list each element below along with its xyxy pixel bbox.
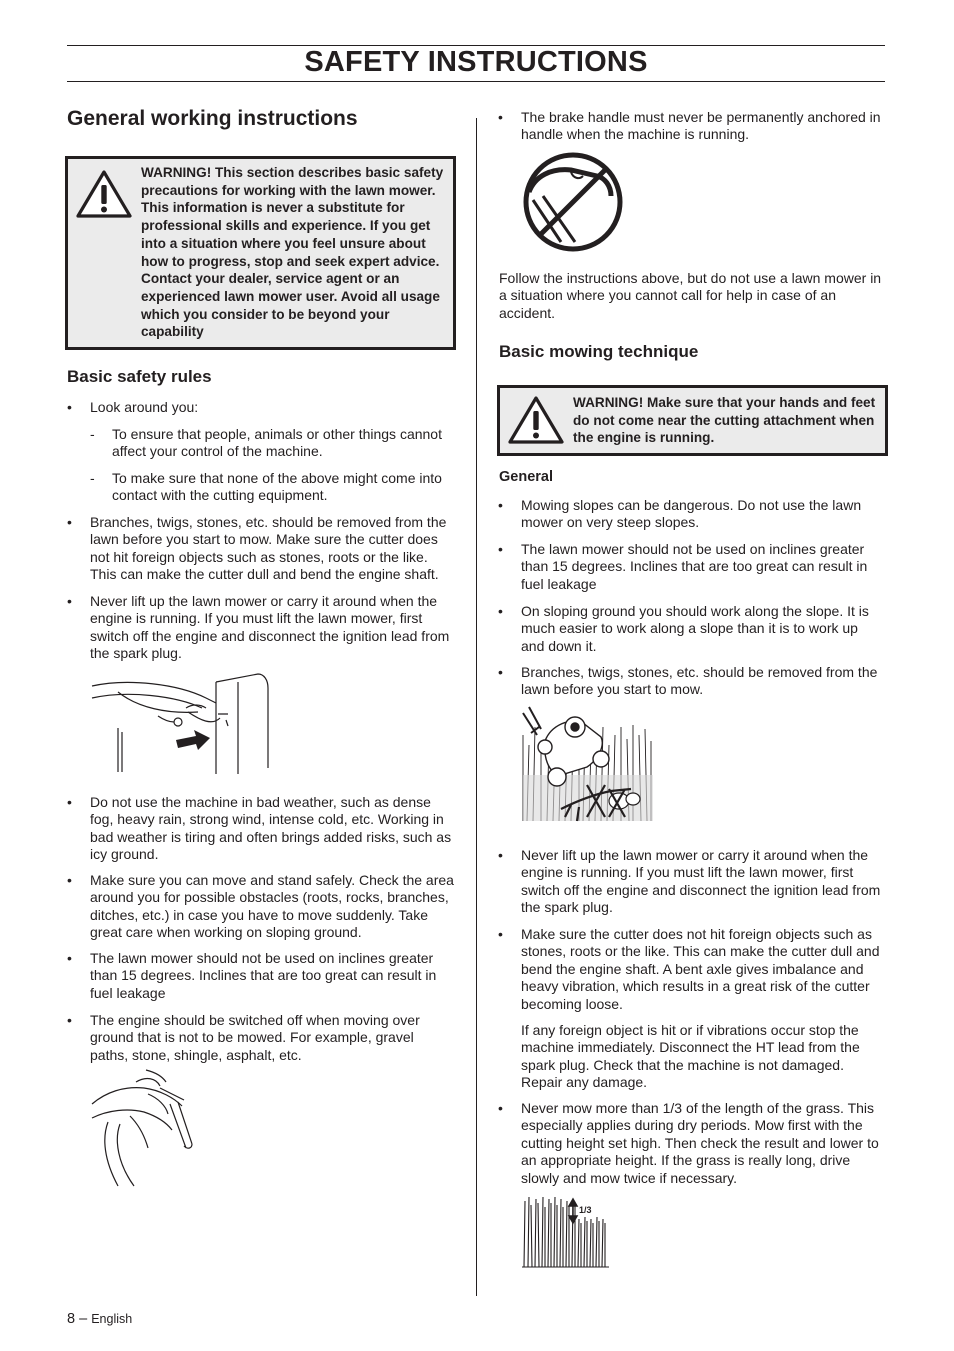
warning-triangle-icon xyxy=(75,169,133,219)
warning-box xyxy=(497,385,888,456)
list-item: • Make sure the cutter does not hit foreign objects such as stones, roots or the like. This can make the cutter dull and bend the engine shaft. A bent axle gives imbalance and heavy vibration, which results in a great risk of the cutter becoming loose. xyxy=(498,926,880,1012)
paragraph: If any foreign object is hit or if vibrations occur stop the machine immediately. Disconnect the HT lead from the spark plug. Check that the machine is not damaged. Repair any damage. xyxy=(521,1022,860,1091)
list-item: • On sloping ground you should work along the slope. It is much easier to work along a slope than it is to work up and down it. xyxy=(498,603,869,654)
list-item: • The brake handle must never be permanently anchored in handle when the machine is running. xyxy=(498,109,881,143)
list-item: • Never lift up the lawn mower or carry it around when the engine is running. If you must lift the lawn mower, first switch off the engine and disconnect the ignition lead from the spark plug. xyxy=(498,847,881,916)
list-item: • Mowing slopes can be dangerous. Do not use the lawn mower on very steep slopes. xyxy=(498,497,862,531)
ignition-lead-illustration xyxy=(88,668,273,778)
warning-text: WARNING! This section describes basic safety precautions for working with the lawn mower. This information is never a substitute for professional skills and experience. If you get into a situation where you feel unsure about how to progress, stop and seek expert advice. Contact your dealer, service agent or an experienced lawn mower user. Avoid all usage which you consider to be beyond your capability xyxy=(141,165,444,340)
subsection-title: Basic mowing technique xyxy=(499,342,699,361)
warning-triangle-icon xyxy=(507,395,565,445)
page-title: SAFETY INSTRUCTIONS xyxy=(304,46,648,78)
list-item: • The lawn mower should not be used on inclines greater than 15 degrees. Inclines that are too great can result in fuel leakage xyxy=(67,950,437,1001)
follow-text: Follow the instructions above, but do not use a lawn mower in a situation where you cannot call for help in case of an accident. xyxy=(499,270,882,321)
grass-third-label: 1/3 xyxy=(579,1205,592,1215)
engine-switch-hand-illustration xyxy=(88,1068,200,1190)
section-title: General working instructions xyxy=(67,107,358,130)
general-heading: General xyxy=(499,469,553,485)
list-item: • Do not use the machine in bad weather, such as dense fog, heavy rain, strong wind, intense cold, etc. Working in bad weather is tiring and often brings added risks, such as icy ground. xyxy=(67,794,452,863)
no-anchoring-brake-handle-icon xyxy=(521,150,627,254)
page-footer xyxy=(67,1311,132,1327)
list-item: • Look around you: xyxy=(67,399,199,415)
grass-cut-height-illustration xyxy=(521,1195,611,1269)
list-item: • Branches, twigs, stones, etc. should be removed from the lawn before you start to mow. xyxy=(498,664,878,698)
subsection-title: Basic safety rules xyxy=(67,367,212,386)
list-item: • Never lift up the lawn mower or carry it around when the engine is running. If you must lift the lawn mower, first switch off the engine and disconnect the ignition lead from the spark plug. xyxy=(67,593,450,662)
column-divider xyxy=(476,118,477,1296)
mower-debris-illustration xyxy=(521,705,655,827)
list-item: • Make sure you can move and stand safely. Check the area around you for possible obstacles (roots, rocks, branches, ditches, etc.) in case you have to move suddenly. Take great care when working on sloping ground. xyxy=(67,872,454,941)
list-item: • Branches, twigs, stones, etc. should be removed from the lawn before you start to mow. Make sure the cutter does not hit foreign objects such as stones, roots or the like. This can make the cutter dull and bend the engine shaft. xyxy=(67,514,447,583)
list-item: • The engine should be switched off when moving over ground that is not to be mowed. For example, gravel paths, stone, shingle, asphalt, etc. xyxy=(67,1012,420,1063)
page-language: English xyxy=(91,1312,133,1326)
list-item: - To ensure that people, animals or other things cannot affect your control of the machine. xyxy=(90,426,442,460)
header-rule-bottom xyxy=(67,81,885,82)
list-item: • The lawn mower should not be used on inclines greater than 15 degrees. Inclines that are too great can result in fuel leakage xyxy=(498,541,868,592)
warning-box xyxy=(65,156,456,350)
list-item: • Never mow more than 1/3 of the length of the grass. This especially applies during dry periods. Mow first with the cutting height set high. Then check the result and lower to an appropriate height. If the grass is really long, drive slowly and mow twice if necessary. xyxy=(498,1100,879,1186)
page-number: 8 – xyxy=(67,1311,88,1327)
warning-text: WARNING! Make sure that your hands and feet do not come near the cutting attachment when the engine is running. xyxy=(573,395,876,446)
list-item: - To make sure that none of the above might come into contact with the cutting equipment. xyxy=(90,470,442,504)
